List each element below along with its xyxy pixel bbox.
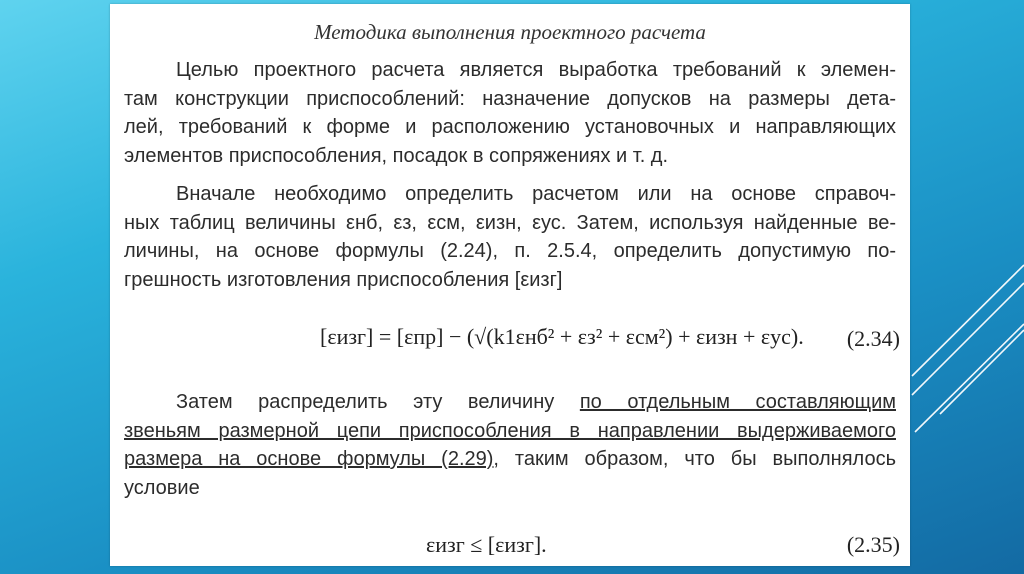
text-line: элементов приспособления, посадок в сопряжениях и т. д. xyxy=(124,144,669,167)
formula-expression: [εизг] = [εпр] − (√(k1εнб² + εз² + εсм²) + εизн + εус). xyxy=(320,324,804,349)
paragraph-method xyxy=(124,180,896,294)
text-line xyxy=(124,388,896,417)
text-line: лей, требований к форме и расположению установочных и направляющих xyxy=(124,116,896,138)
underlined-text: размера на основе формулы (2.29), xyxy=(124,448,499,470)
text-fragment: Затем, используя найденные ве- xyxy=(566,211,897,234)
underlined-text: звеньям размерной цепи приспособления в направлении выдерживаемого xyxy=(124,419,896,442)
text-fragment: ных таблиц величины xyxy=(124,211,347,234)
underlined-text: по отдельным составляющим xyxy=(579,391,896,413)
formula-number: (2.34) xyxy=(846,326,900,351)
text-line: личины, на основе формулы (2.24), п. 2.5.4, определить допустимую по- xyxy=(124,240,896,262)
paragraph-goal xyxy=(124,56,896,170)
formula-number: (2.35) xyxy=(846,532,900,557)
formula-expression: εизг ≤ [εизг]. xyxy=(426,532,547,557)
text-line xyxy=(124,445,896,474)
document-page xyxy=(110,4,910,566)
paragraph-distribution xyxy=(124,388,896,502)
text-line xyxy=(124,209,896,238)
text-line: там конструкции приспособлений: назначение допусков на размеры дета- xyxy=(124,87,896,110)
page-heading: Методика выполнения проектного расчета xyxy=(314,20,706,44)
text-fragment: таким образом, что бы выполнялось xyxy=(498,448,896,470)
text-fragment: Затем распределить эту величину xyxy=(176,391,580,413)
text-line: условие xyxy=(124,476,200,499)
text-line: Вначале необходимо определить расчетом или на основе справоч- xyxy=(176,183,896,205)
text-line: Целью проектного расчета является выработка требований к элемен- xyxy=(176,59,896,81)
error-variables: εнб, εз, εсм, εизн, εус. xyxy=(346,211,567,234)
text-line: грешность изготовления приспособления [εизг] xyxy=(124,268,563,291)
